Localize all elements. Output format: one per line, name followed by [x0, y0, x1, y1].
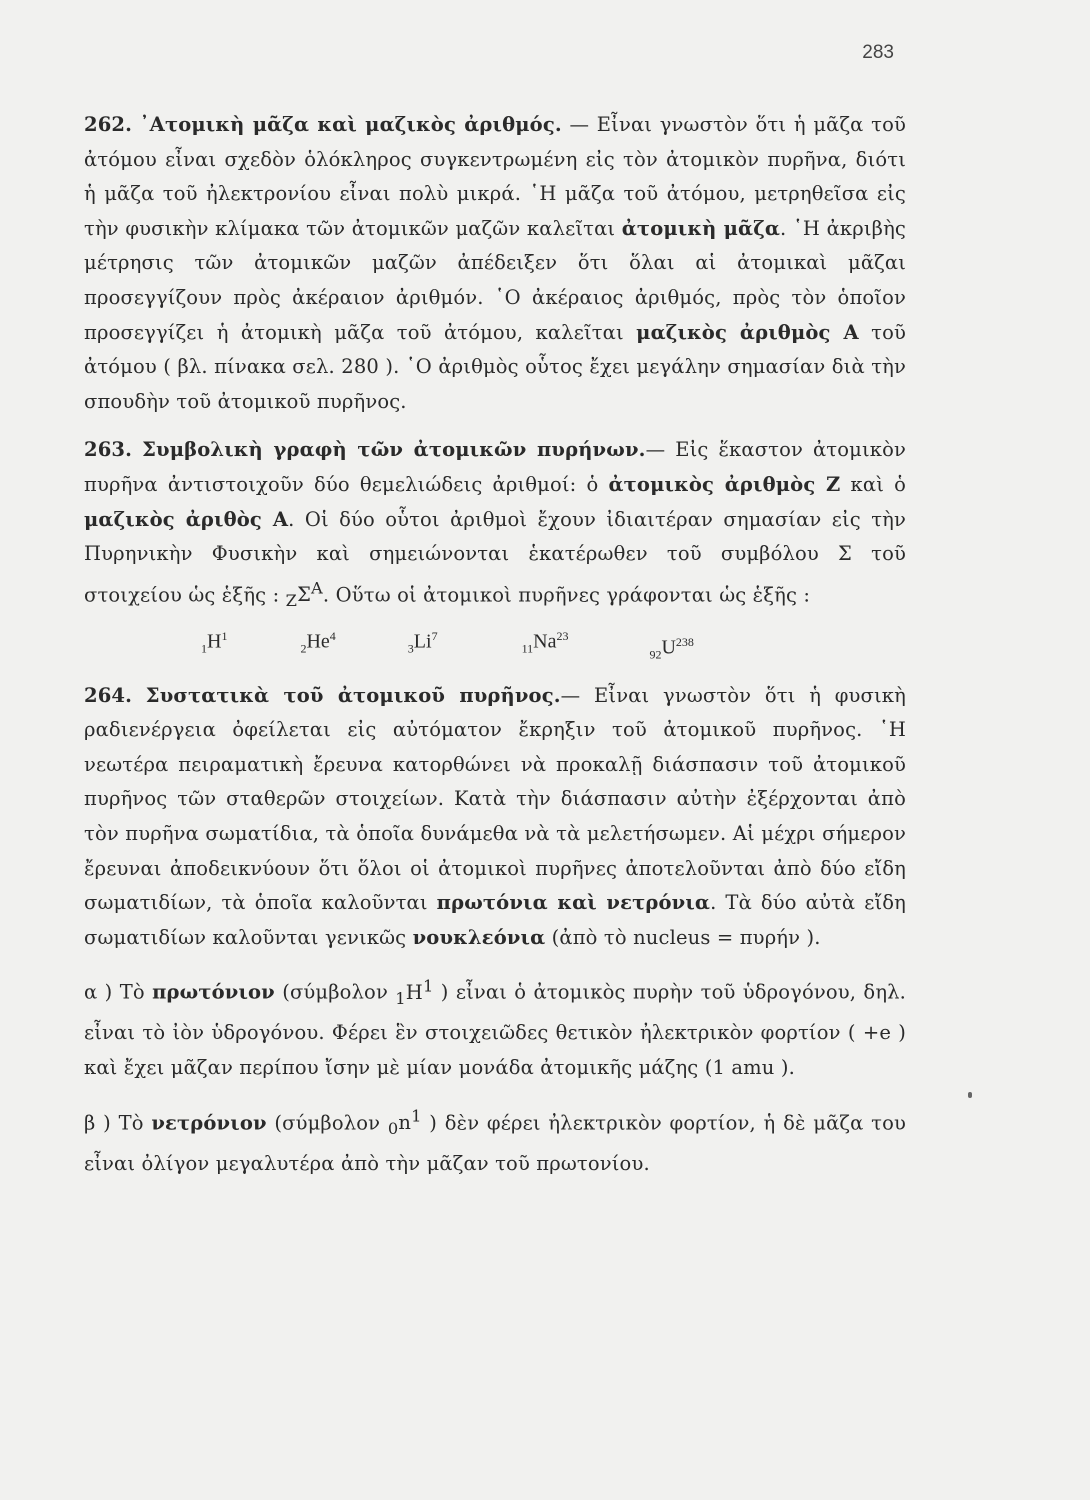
body-text: β ) Τὸ [84, 1111, 152, 1135]
body-text: α ) Τὸ [84, 980, 153, 1004]
bold-term: μαζικὸς ἀριθμὸς Α [636, 320, 859, 344]
bold-term: νουκλεόνια [412, 925, 546, 949]
body-text: . ῾Η ἀκριβὴς μέτρησις τῶν ἀτομικῶν μαζῶν ἀπέδειξεν ὅτι ὅλαι αἱ ἀτομικαὶ μᾶζαι προσεγγίζουν πρὸς ἀκέραιον ἀριθμόν. ῾Ο ἀκέραιος ἀριθμός, πρὸς τὸν ὁποῖον προσεγγίζει ἡ ἀτομικὴ μᾶζα τοῦ ἀτόμου, καλεῖται [84, 216, 906, 344]
section-264 [84, 679, 906, 956]
bold-term: μαζικὸς ἀριθὸς Α [84, 507, 289, 531]
section-263 [84, 433, 906, 618]
page-number: 283 [862, 42, 894, 63]
body-text: (σύμβολον [274, 980, 396, 1004]
atomic-number: 1 [201, 641, 207, 656]
section-title: Συμβολικὴ γραφὴ τῶν ἀτομικῶν πυρήνων. [142, 438, 646, 462]
body-text: (σύμβολον [266, 1111, 388, 1135]
nuclide-symbol [300, 619, 335, 659]
element-symbol: H [405, 980, 423, 1004]
nuclide-symbol [649, 625, 693, 665]
body-text: — Εἶναι γνωστὸν ὅτι ἡ φυσικὴ ραδιενέργεια ὀφείλεται εἰς αὐτόματον ἔκρηξιν τοῦ ἀτομικοῦ πυρῆνος. ῾Η νεωτέρα πειραματικὴ ἔρευνα κατορθώνει νὰ προκαλῇ διάσπασιν τοῦ ἀτομικοῦ πυρῆνος τῶν σταθερῶν στοιχείων. Κατὰ τὴν διάσπασιν αὐτὴν ἐξέρχονται ἀπὸ τὸν πυρῆνα σωματίδια, τὰ ὁποῖα δυνάμεθα νὰ τὰ μελετήσωμεν. Αἱ μέχρι σήμερον ἔρευναι ἀποδεικνύουν ὅτι ὅλοι οἱ ἀτομικοὶ πυρῆνες ἀποτελοῦνται ἀπὸ δύο εἴδη σωματιδίων, τὰ ὁποῖα καλοῦνται [84, 683, 906, 915]
body-text: — Εἰς ἕκαστον ἀτομικὸν πυρῆνα ἀντιστοιχοῦν δύο θεμελιώδεις ἀριθμοί: ὁ [84, 438, 906, 496]
body-text: . Τὰ δύο αὐτὰ εἴδη σωματιδίων καλοῦνται γενικῶς [84, 891, 906, 949]
body-text: . Οὕτω οἱ ἀτομικοὶ πυρῆνες γράφονται ὡς ἑξῆς : [322, 583, 811, 607]
body-text: — Εἶναι γνωστὸν ὅτι ἡ μᾶζα τοῦ ἀτόμου εἶναι σχεδὸν ὁλόκληρος συγκεντρωμένη εἰς τὸν ἀτομικὸν πυρῆνα, διότι ἡ μᾶζα τοῦ ἠλεκτρονίου εἶναι πολὺ μικρά. ῾Η μᾶζα τοῦ ἀτόμου, μετρηθεῖσα εἰς τὴν φυσικὴν κλίμακα τῶν ἀτομικῶν μαζῶν καλεῖται [84, 113, 906, 240]
body-text: καὶ ὁ [840, 472, 906, 496]
atomic-number: 92 [649, 647, 662, 662]
nuclide-symbols [84, 619, 906, 662]
nuclide-symbol [395, 976, 434, 1008]
page-body [84, 108, 906, 1181]
ink-speck [968, 1092, 972, 1098]
item-beta [84, 1100, 906, 1182]
section-title: Συστατικὰ τοῦ ἀτομικοῦ πυρῆνος. [145, 683, 561, 707]
bold-term: νετρόνιον [151, 1111, 267, 1135]
mass-number: 4 [329, 628, 336, 643]
atomic-number: 0 [387, 1119, 399, 1139]
atomic-number: 11 [521, 641, 534, 656]
notation-sup: Α [311, 578, 323, 598]
bold-term: πρωτόνια καὶ νετρόνια [436, 891, 711, 915]
atomic-number: 2 [300, 641, 307, 656]
mass-number: 23 [556, 628, 569, 643]
section-262 [84, 108, 906, 419]
section-number: 262. [84, 113, 133, 136]
bold-term: πρωτόνιον [152, 980, 275, 1004]
body-text: ) εἶναι ὁ ἀτομικὸς πυρὴν τοῦ ὑδρογόνου, δηλ. εἶναι τὸ ἰὸν ὑδρογόνου. Φέρει ἓν στοιχειῶδες θετικὸν ἠλεκτρικὸν φορτίον ( +e ) καὶ ἔχει μᾶζαν περίπου ἴσην μὲ μίαν μονάδα ἀτομικῆς μάζης (1 amu ). [84, 980, 907, 1080]
mass-number: 1 [411, 1106, 422, 1126]
notation-symbol: Σ [297, 583, 312, 607]
nuclide-symbol [522, 619, 569, 659]
element-symbol: n [398, 1111, 412, 1135]
mass-number: 7 [431, 628, 438, 643]
section-number: 263. [84, 438, 133, 462]
mass-number: 1 [221, 628, 228, 643]
nuclide-symbol [201, 619, 227, 659]
bold-term: ἀτομικὴ μᾶζα [621, 216, 781, 240]
body-text: . Οἱ δύο οὗτοι ἀριθμοὶ ἔχουν ἰδιαιτέραν σημασίαν εἰς τὴν Πυρηνικὴν Φυσικὴν καὶ σημειώνονται ἑκατέρωθεν τοῦ συμβόλου Σ τοῦ στοιχείου ὡς ἑξῆς : [84, 507, 906, 607]
atomic-number: 1 [395, 988, 406, 1008]
element-symbol: H [207, 630, 222, 653]
element-symbol: Li [413, 630, 432, 653]
mass-number: 238 [675, 634, 694, 649]
body-text: τοῦ ἀτόμου ( βλ. πίνακα σελ. 280 ). ῾Ο ἀριθμὸς οὗτος ἔχει μεγάλην σημασίαν διὰ τὴν σπουδὴν τοῦ ἀτομικοῦ πυρῆνος. [84, 320, 906, 413]
element-symbol: Na [533, 630, 557, 653]
nuclide-symbol [387, 1106, 422, 1139]
element-symbol: He [306, 630, 330, 653]
section-number: 264. [84, 683, 133, 707]
body-text: ) δὲν φέρει ἠλεκτρικὸν φορτίον, ἡ δὲ μᾶζα του εἶναι ὀλίγον μεγαλυτέρα ἀπὸ τὴν μᾶζαν τοῦ πρωτονίου. [84, 1111, 906, 1175]
atomic-number: 3 [407, 641, 414, 656]
item-alpha [84, 969, 906, 1085]
bold-term: ἀτομικὸς ἀριθμὸς Ζ [608, 472, 841, 496]
section-title: ᾽Ατομικὴ μᾶζα καὶ μαζικὸς ἀριθμός. [139, 113, 562, 136]
body-text: (ἀπὸ τὸ nucleus = πυρήν ). [545, 925, 821, 949]
notation-sub: Ζ [285, 591, 298, 611]
mass-number: 1 [422, 976, 434, 996]
notation-formula [285, 578, 323, 611]
element-symbol: U [661, 636, 676, 659]
nuclide-symbol [408, 619, 438, 659]
